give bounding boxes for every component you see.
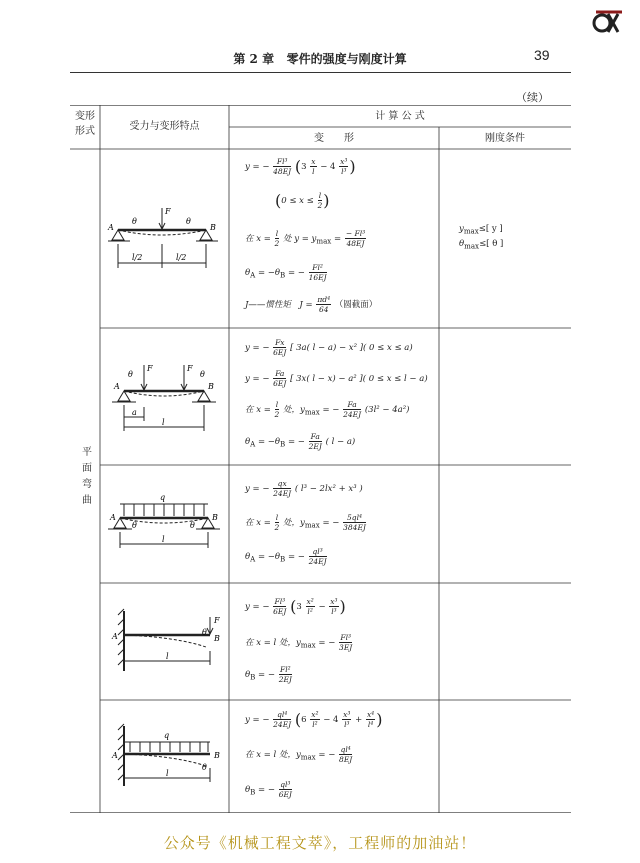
r5f1-m: − 4 [323, 715, 339, 725]
r2f2-b: [ 3x( l − x) − a² ]( 0 ≤ x ≤ l − a) [290, 374, 428, 384]
r2f3-a: 在 x = [245, 405, 271, 415]
r5f1-d: 24EJ [273, 720, 292, 729]
label-theta-b: θ [186, 217, 191, 226]
row2-formula-1 [245, 338, 413, 357]
label-q: q [164, 731, 170, 740]
diagram-cantilever-uniform-load [106, 720, 224, 792]
r4f1-x3d: l³ [331, 607, 337, 616]
r5f2-d: 8EJ [339, 755, 353, 764]
row2-formula-2 [245, 369, 428, 388]
r3f1-b: ( l³ − 2lx² + x³ ) [294, 484, 363, 494]
row4-formula-2 [245, 633, 353, 652]
r2f4-sub: A [250, 439, 256, 449]
r3f3-sub: A [250, 554, 256, 564]
r1f4-sub: A [250, 270, 256, 280]
r1f3-c: = [334, 234, 342, 244]
ymax-rhs: ≤[ y ] [478, 224, 503, 234]
r2f4-n: Fa [309, 432, 322, 442]
r4f1-a: y = − [245, 602, 270, 612]
r4f2-n: Fl³ [340, 633, 351, 642]
r1f2-d: 2 [317, 201, 323, 210]
footer-watermark: 公众号《机械工程文萃》，工程师的加油站！ [163, 834, 477, 852]
r1f3-rn: − Fl³ [345, 229, 366, 238]
r4f1-n: Fl³ [274, 597, 286, 606]
r2f3-b: 处，y [283, 405, 305, 415]
label-l: l [162, 535, 165, 544]
r1f1-x3d: l³ [341, 167, 347, 176]
label-l: l [162, 418, 165, 427]
label-F-2: F [187, 364, 193, 373]
r5f1-xn: x² [311, 710, 319, 719]
r1f1-m: − 4 [320, 162, 336, 172]
r4f1-x3n: x³ [330, 597, 338, 606]
r5f1-a: y = − [245, 715, 270, 725]
label-theta: θ [202, 628, 207, 637]
r5f3-b: = − [258, 785, 275, 795]
r1f1-xd: l [312, 167, 315, 176]
stiffness-condition [459, 223, 503, 252]
r5f1-b: 6 [301, 715, 307, 725]
r1f3-rd: 48EJ [346, 239, 365, 248]
formula-table [70, 105, 571, 813]
label-theta: θ [202, 763, 207, 772]
r2f3-n: l [275, 400, 279, 409]
r1f1-b: 3 [301, 162, 307, 172]
r5f1-x3d: l³ [344, 720, 350, 729]
r2f3-d: 2 [274, 410, 280, 419]
diagram-simply-supported-center-load [106, 200, 224, 272]
r2f4-c: = − [287, 437, 305, 447]
r1f1-num: Fl³ [273, 157, 291, 167]
r5f2-n: ql⁴ [340, 745, 351, 754]
r4f2-a: 在 x = l 处，y [245, 638, 301, 648]
header-deform-type [70, 109, 100, 139]
r3f3-sub2: B [280, 554, 286, 564]
r2f1-d: 6EJ [273, 348, 287, 357]
r5f2-b: = − [318, 750, 336, 760]
row5-formula-1: y = − $\frac{\text{ql⁴}}{24EJ}$ (6 $\frac{\text{x²}}{\text{l²}}$ − 4 $\frac{\text{x³}}{\text{l³}}$ + $\frac{\text{x⁴}}{\text{l⁴}}$ ) [245, 710, 383, 729]
r1f4-sub2: B [280, 270, 286, 280]
row5-formula-2 [245, 745, 353, 764]
label-A: A [108, 223, 114, 232]
r3f3-a: θ [245, 552, 251, 562]
row3-formula-1 [245, 479, 363, 498]
label-A: A [112, 751, 118, 760]
r1f2-a: 0 ≤ x ≤ [281, 196, 314, 206]
r5f1-x4n: x⁴ [366, 710, 375, 719]
r5f3-sub: B [250, 787, 256, 797]
r4f1-b: 3 [296, 602, 302, 612]
r3f3-b: = −θ [257, 552, 281, 562]
r4f3-a: θ [245, 670, 251, 680]
r5f3-n: ql³ [280, 780, 291, 789]
label-half-span-2: l/2 [176, 253, 187, 262]
chapter-title: 零件的强度与刚度计算 [286, 52, 407, 66]
row1-formula-3 [245, 229, 367, 248]
header-load: 受力与变形特点 [129, 121, 200, 132]
r1f2-n: l [318, 191, 322, 200]
r3f3-n: ql³ [309, 547, 327, 557]
r4f3-n: Fl² [280, 665, 291, 674]
r2f4-d2: ( l − a) [325, 437, 356, 447]
r3f3-d: 24EJ [308, 557, 327, 566]
r4f2-sub: max [300, 640, 316, 650]
r4f3-sub: B [250, 672, 256, 682]
label-F-1: F [147, 364, 153, 373]
label-q: q [160, 493, 166, 502]
r5f3-a: θ [245, 785, 251, 795]
label-l: l [166, 769, 169, 778]
row5-formula-3 [245, 780, 293, 799]
r3f2-sub: max [304, 520, 320, 530]
diagram-cantilever-end-load [106, 605, 224, 677]
r3f1-n: qx [273, 479, 291, 489]
header-formula: 计 算 公 式 [375, 111, 425, 122]
row1-formula-5 [245, 295, 377, 314]
label-B: B [208, 382, 214, 391]
r2f3-c: = − [322, 405, 340, 415]
r2f3-rn: Fa [343, 400, 361, 410]
label-B: B [214, 751, 220, 760]
label-theta-a: θ [128, 370, 133, 379]
r4f1-d: 6EJ [273, 607, 287, 616]
r3f1-a: y = − [245, 484, 270, 494]
ymax-sub: max [463, 226, 479, 236]
r4f1-m: − [318, 602, 326, 612]
r1f1-x3n: x³ [340, 157, 348, 166]
r2f4-b: = −θ [257, 437, 281, 447]
r5f1-p: + [355, 715, 363, 725]
r1f3-n: l [275, 229, 279, 238]
row3-formula-3 [245, 547, 328, 566]
row1-formula-4 [245, 263, 328, 282]
label-half-span-1: l/2 [132, 253, 143, 262]
row4-formula-1: y = − $\frac{\text{Fl³}}{6EJ}$ (3 $\frac{\text{x²}}{\text{l²}}$ − $\frac{\text{x³}}{\text{l³}}$ ) [245, 597, 346, 616]
r3f2-d: 2 [274, 523, 280, 532]
r1f3-b: 处 y = y [283, 234, 317, 244]
r5f3-d: 6EJ [278, 790, 292, 799]
r2f2-n: Fa [273, 369, 286, 379]
theta-rhs: ≤[ θ ] [479, 238, 504, 249]
r3f2-n: l [275, 513, 279, 522]
r1f5-n: πd⁴ [317, 295, 331, 304]
r1f4-n: Fl² [309, 263, 327, 273]
r3f2-rn: 5ql⁴ [343, 513, 366, 523]
r3f2-b: 处，y [283, 518, 305, 528]
r2f3-rd: 24EJ [343, 410, 362, 419]
r1f1-a: y = − [245, 162, 270, 172]
r2f4-d: 2EJ [308, 442, 322, 451]
r5f1-xd: l² [312, 720, 318, 729]
r1f4-c: = − [287, 268, 305, 278]
r5f2-a: 在 x = l 处，y [245, 750, 301, 760]
r2f1-b: [ 3a( l − a) − x² ]( 0 ≤ x ≤ a) [290, 343, 413, 353]
r2f2-d: 6EJ [273, 379, 287, 388]
header-deform-type-line2: 形式 [75, 126, 95, 137]
label-B: B [210, 223, 216, 232]
r2f4-sub2: B [280, 439, 286, 449]
label-B: B [212, 513, 218, 522]
chapter-label: 第 2 章 [233, 52, 275, 66]
r5f1-x3n: x³ [343, 710, 351, 719]
row4-formula-3 [245, 665, 293, 684]
r3f2-a: 在 x = [245, 518, 271, 528]
label-F: F [165, 207, 171, 216]
r1f5-a: J——惯性矩 J = [245, 300, 313, 310]
r1f3-sub: max [316, 236, 332, 246]
r5f1-x4d: l⁴ [367, 720, 374, 729]
label-l: l [166, 652, 169, 661]
continued-label: （续） [516, 91, 549, 104]
diagram-simply-supported-uniform-load [106, 490, 224, 562]
r5f1-n: ql⁴ [273, 710, 291, 720]
r1f1-xn: x [311, 157, 316, 166]
r3f2-rd: 384EJ [343, 523, 366, 532]
r4f1-xn: x² [306, 597, 314, 606]
label-theta-b: θ [200, 370, 205, 379]
r3f2-c: = − [322, 518, 340, 528]
label-theta-a: θ [132, 217, 137, 226]
page-number: 39 [534, 47, 550, 63]
label-F: F [214, 616, 220, 625]
r1f4-a: θ [245, 268, 251, 278]
label-theta-b: θ [190, 521, 195, 530]
r1f5-b: （圆截面） [334, 300, 378, 310]
r3f3-c: = − [287, 552, 305, 562]
row1-formula-2: (0 ≤ x ≤ $\frac{l}{2}$ ) [275, 191, 330, 210]
r1f3-d: 2 [274, 239, 280, 248]
r2f2-a: y = − [245, 374, 270, 384]
row1-formula-1: y = − $\frac{\text{Fl³}}{48EJ}$ (3 $\frac{x}{l}$ − 4 $\frac{\text{x³}}{\text{l³}}$ ) [245, 157, 356, 176]
header-deform-type-line1: 变形 [75, 111, 95, 122]
r1f5-d: 64 [318, 305, 329, 314]
label-A: A [110, 513, 116, 522]
r4f2-d: 3EJ [339, 643, 353, 652]
r1f4-d: 16EJ [308, 273, 327, 282]
header-rule [70, 72, 571, 73]
row3-formula-2 [245, 513, 367, 532]
r4f3-d: 2EJ [278, 675, 292, 684]
label-A: A [112, 632, 118, 641]
r1f1-den: 48EJ [273, 167, 292, 176]
row2-formula-4 [245, 432, 355, 451]
label-a: a [132, 408, 137, 417]
ymax-symbol: y [459, 224, 464, 234]
r1f3-a: 在 x = [245, 234, 271, 244]
r2f3-d2: (3l² − 4a²) [364, 405, 410, 415]
r4f2-b: = − [318, 638, 336, 648]
r5f2-sub: max [300, 752, 316, 762]
r2f1-n: Fx [275, 338, 285, 347]
label-theta-a: θ [132, 521, 137, 530]
row-type-label: 平 面 弯 曲 [82, 447, 92, 506]
label-B: B [214, 634, 220, 643]
label-A: A [114, 382, 120, 391]
row2-formula-3 [245, 400, 409, 419]
header-stiffness: 刚度条件 [485, 133, 525, 144]
publisher-logo-icon [592, 6, 626, 36]
r2f3-sub: max [304, 407, 320, 417]
header-deformation: 变 形 [314, 133, 354, 144]
r2f4-a: θ [245, 437, 251, 447]
theta-symbol: θ [459, 238, 465, 249]
diagram-simply-supported-two-loads [106, 355, 224, 435]
r4f1-xd: l² [307, 607, 313, 616]
r3f1-d: 24EJ [273, 489, 292, 498]
r1f4-b: = −θ [257, 268, 281, 278]
theta-sub: max [464, 241, 480, 251]
r2f1-a: y = − [245, 343, 270, 353]
r4f3-b: = − [258, 670, 275, 680]
